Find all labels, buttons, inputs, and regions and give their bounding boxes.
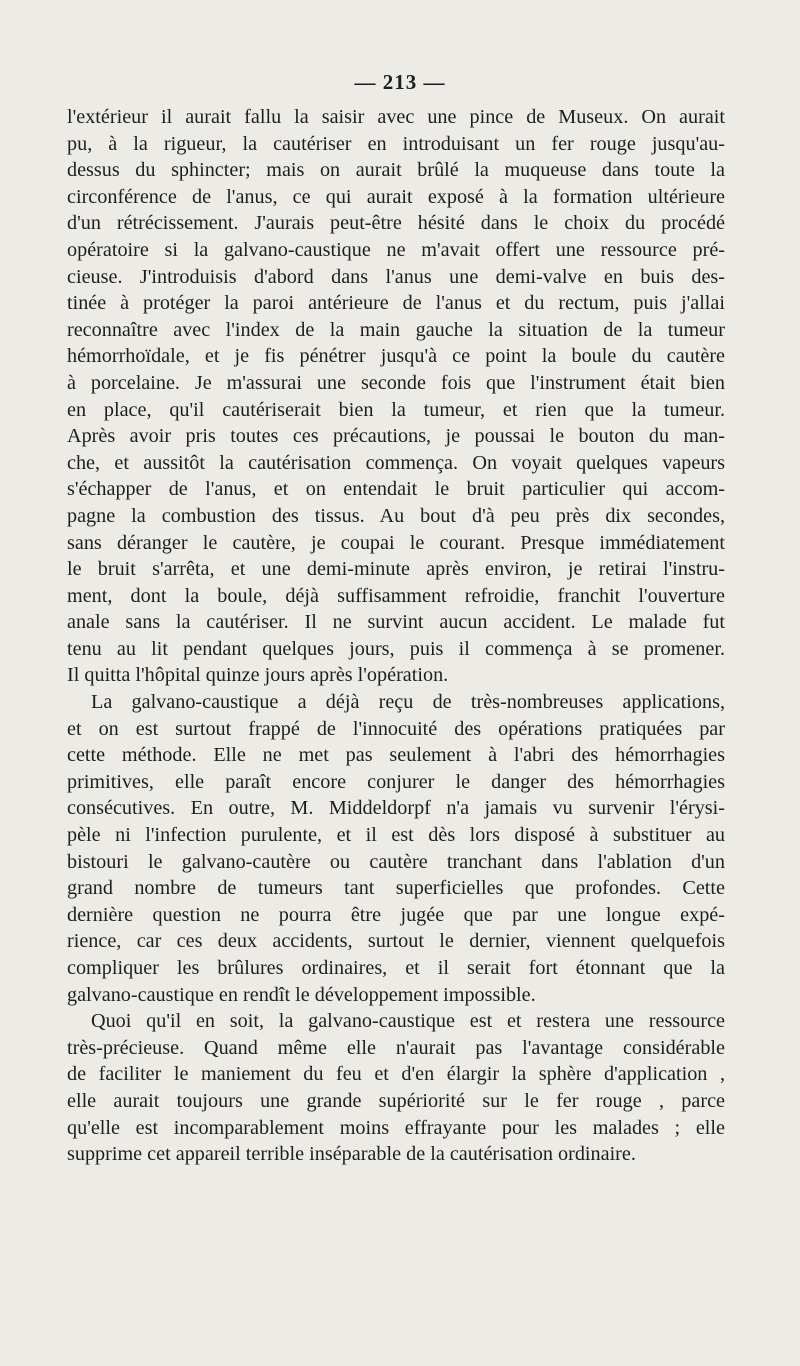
text-line: et on est surtout frappé de l'innocuité des opérations pratiquées par bbox=[67, 717, 725, 740]
text-line: compliquer les brûlures ordinaires, et il serait fort étonnant que la bbox=[67, 957, 725, 979]
text-line: qu'elle est incomparablement moins effrayante pour les malades ; elle bbox=[67, 1116, 725, 1139]
text-line: bistouri le galvano-cautère ou cautère tranchant dans l'ablation d'un bbox=[67, 850, 725, 873]
text-line: Il quitta l'hôpital quinze jours après l'opération. bbox=[67, 664, 449, 687]
text-line: à porcelaine. Je m'assurai une seconde fois que l'instrument était bien bbox=[67, 371, 725, 394]
text-line: supprime cet appareil terrible inséparable de la cautérisation ordinaire. bbox=[67, 1143, 636, 1166]
text-line: de faciliter le maniement du feu et d'en élargir la sphère d'application , bbox=[67, 1063, 725, 1086]
text-line: pagne la combustion des tissus. Au bout d'à peu près dix secondes, bbox=[67, 504, 725, 527]
text-line: galvano-caustique en rendît le développement impossible. bbox=[67, 983, 536, 1006]
text-line: ment, dont la boule, déjà suffisamment refroidie, franchit l'ouverture bbox=[67, 584, 725, 607]
text-line: opératoire si la galvano-caustique ne m'avait offert une ressource pré- bbox=[67, 238, 725, 261]
text-line: che, et aussitôt la cautérisation commença. On voyait quelques vapeurs bbox=[67, 451, 725, 474]
text-line: grand nombre de tumeurs tant superficielles que profondes. Cette bbox=[67, 877, 725, 900]
paragraph-1 bbox=[67, 104, 725, 689]
text-line: pu, à la rigueur, la cautériser en introduisant un fer rouge jusqu'au- bbox=[67, 132, 725, 155]
text-line: reconnaître avec l'index de la main gauche la situation de la tumeur bbox=[67, 318, 725, 341]
text-line: primitives, elle paraît encore conjurer le danger des hémorrhagies bbox=[67, 770, 725, 793]
text-line: elle aurait toujours une grande supériorité sur le fer rouge , parce bbox=[67, 1089, 725, 1112]
text-line: La galvano-caustique a déjà reçu de très-nombreuses applications, bbox=[91, 691, 725, 714]
page-number: — 213 — bbox=[354, 70, 446, 94]
text-line: le bruit s'arrêta, et une demi-minute après environ, je retirai l'instru- bbox=[67, 558, 725, 581]
text-line: rience, car ces deux accidents, surtout le dernier, viennent quelquefois bbox=[67, 930, 725, 953]
text-line: sans déranger le cautère, je coupai le courant. Presque immédiatement bbox=[67, 531, 725, 554]
text-line: Quoi qu'il en soit, la galvano-caustique est et restera une ressource bbox=[91, 1010, 725, 1033]
paragraph-2 bbox=[67, 689, 725, 1008]
text-line: cieuse. J'introduisis d'abord dans l'anus une demi-valve en buis des- bbox=[67, 265, 725, 288]
text-line: consécutives. En outre, M. Middeldorpf n'a jamais vu survenir l'érysi- bbox=[67, 797, 725, 820]
text-line: pèle ni l'infection purulente, et il est dès lors disposé à substituer au bbox=[67, 824, 725, 847]
text-line: en place, qu'il cautériserait bien la tumeur, et rien que la tumeur. bbox=[67, 398, 725, 421]
text-line: tenu au lit pendant quelques jours, puis il commença à se promener. bbox=[67, 637, 725, 660]
text-line: d'un rétrécissement. J'aurais peut-être hésité dans le choix du procédé bbox=[67, 212, 725, 235]
text-line: circonférence de l'anus, ce qui aurait exposé à la formation ultérieure bbox=[67, 185, 725, 208]
text-line: Après avoir pris toutes ces précautions, je poussai le bouton du man- bbox=[67, 425, 725, 448]
text-line: tinée à protéger la paroi antérieure de l'anus et du rectum, puis j'allai bbox=[67, 292, 725, 315]
text-line: s'échapper de l'anus, et on entendait le bruit particulier qui accom- bbox=[67, 478, 725, 501]
text-line: hémorrhoïdale, et je fis pénétrer jusqu'à ce point la boule du cautère bbox=[67, 345, 725, 368]
text-line: l'extérieur il aurait fallu la saisir avec une pince de Museux. On aurait bbox=[67, 106, 725, 128]
body-text bbox=[67, 104, 725, 1168]
text-line: cette méthode. Elle ne met pas seulement à l'abri des hémorrhagies bbox=[67, 744, 725, 767]
text-line: très-précieuse. Quand même elle n'aurait pas l'avantage considérable bbox=[67, 1036, 725, 1059]
text-line: dessus du sphincter; mais on aurait brûlé la muqueuse dans toute la bbox=[67, 159, 725, 182]
paragraph-3 bbox=[67, 1008, 725, 1168]
text-line: anale sans la cautériser. Il ne survint aucun accident. Le malade fut bbox=[67, 611, 725, 634]
text-line: dernière question ne pourra être jugée que par une longue expé- bbox=[67, 903, 725, 926]
